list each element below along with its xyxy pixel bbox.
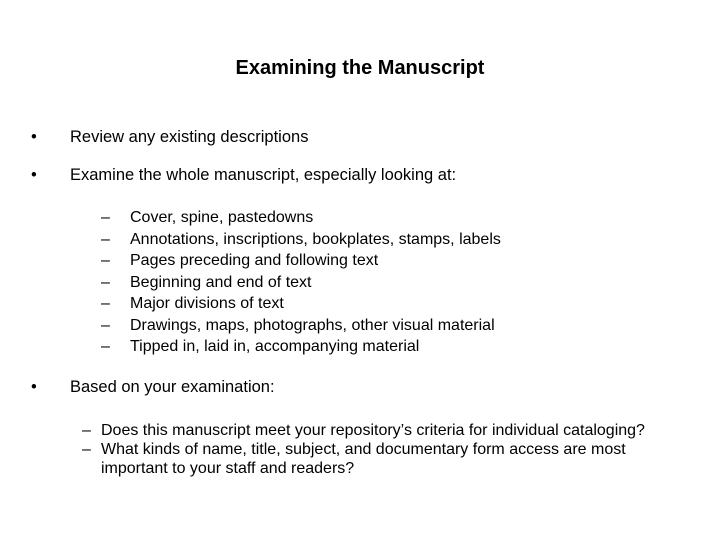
list-item-text: Pages preceding and following text bbox=[130, 252, 379, 269]
dash-icon: – bbox=[82, 422, 91, 439]
dash-icon: – bbox=[101, 295, 110, 312]
dash-icon: – bbox=[101, 209, 110, 226]
slide-title: Examining the Manuscript bbox=[235, 57, 485, 79]
bullet-text: Examine the whole manuscript, especially looking at: bbox=[70, 166, 457, 184]
list-item bbox=[0, 421, 720, 440]
dash-icon: – bbox=[101, 252, 110, 269]
bullet-icon: • bbox=[31, 128, 37, 146]
list-item bbox=[0, 336, 720, 358]
dash-icon: – bbox=[101, 273, 110, 291]
list-item-text: Beginning and end of text bbox=[130, 273, 312, 291]
list-item bbox=[0, 207, 720, 229]
list-item-text: Cover, spine, pastedowns bbox=[130, 209, 314, 226]
bullet-text: Review any existing descriptions bbox=[70, 128, 309, 146]
list-item-text: Annotations, inscriptions, bookplates, stamps, labels bbox=[130, 230, 501, 248]
list-item-text: Drawings, maps, photographs, other visual material bbox=[130, 316, 495, 334]
list-item bbox=[0, 250, 720, 272]
bullet-text: Based on your examination: bbox=[70, 378, 275, 396]
dash-icon: – bbox=[82, 441, 91, 458]
dash-icon: – bbox=[101, 230, 110, 248]
list-item bbox=[0, 272, 720, 294]
list-item bbox=[0, 293, 720, 315]
list-item bbox=[0, 229, 720, 251]
questions-sublist bbox=[0, 421, 720, 478]
list-item-text: Does this manuscript meet your repository’s criteria for individual cataloging? bbox=[101, 422, 645, 439]
list-item-text: Tipped in, laid in, accompanying material bbox=[130, 338, 420, 355]
dash-icon: – bbox=[101, 338, 110, 355]
list-item bbox=[0, 315, 720, 337]
list-item-text: Major divisions of text bbox=[130, 295, 284, 312]
list-item bbox=[0, 440, 720, 478]
bullet-icon: • bbox=[31, 378, 37, 396]
list-item-text: What kinds of name, title, subject, and documentary form access are most important to your staff and readers? bbox=[101, 441, 626, 477]
dash-icon: – bbox=[101, 316, 110, 334]
examine-sublist bbox=[0, 207, 720, 358]
bullet-icon: • bbox=[31, 166, 37, 184]
